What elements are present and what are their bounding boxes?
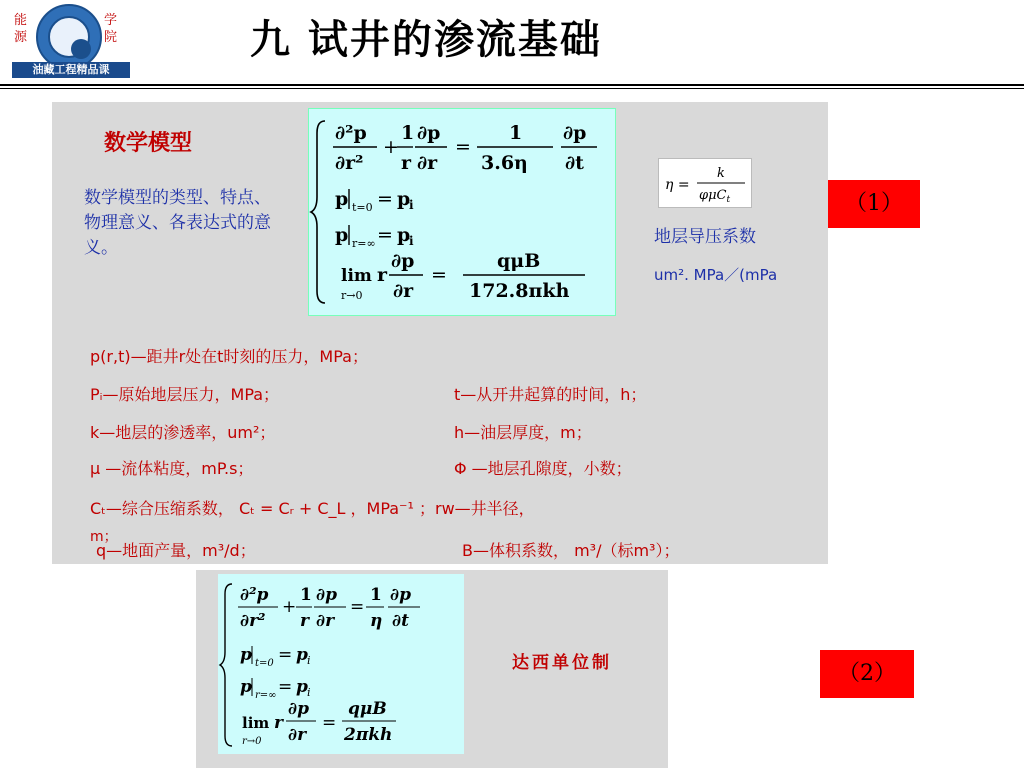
svg-text:∂p: ∂p bbox=[391, 250, 415, 272]
svg-text:∂p: ∂p bbox=[417, 122, 441, 144]
definition-compressibility: Cₜ—综合压缩系数， Cₜ = Cᵣ + C_L ，MPa⁻¹ ；rw—井半径， bbox=[90, 499, 535, 518]
svg-text:lim: lim bbox=[242, 714, 270, 732]
definition-initial-pressure: Pᵢ—原始地层压力，MPa； bbox=[90, 385, 280, 404]
svg-text:i: i bbox=[307, 686, 311, 699]
eta-formula bbox=[659, 159, 751, 207]
svg-text:1: 1 bbox=[509, 122, 523, 144]
svg-text:1: 1 bbox=[370, 585, 382, 605]
svg-text:t=0: t=0 bbox=[352, 201, 373, 214]
svg-text:∂r: ∂r bbox=[417, 152, 438, 174]
equation-system-box bbox=[308, 108, 616, 316]
svg-text:∂p: ∂p bbox=[288, 699, 309, 719]
svg-text:=: = bbox=[455, 136, 471, 158]
svg-text:lim: lim bbox=[341, 266, 372, 286]
definition-thickness: h—油层厚度，m； bbox=[454, 423, 592, 442]
header-divider bbox=[0, 84, 1024, 86]
definition-permeability: k—地层的渗透率，um²； bbox=[90, 423, 276, 442]
svg-text:φμCt: φμC$_t$ bbox=[699, 188, 731, 205]
svg-text:i: i bbox=[409, 234, 414, 248]
svg-text:p: p bbox=[335, 224, 349, 246]
diffusivity-label: 地层导压系数 bbox=[654, 227, 756, 247]
svg-text:p: p bbox=[335, 188, 349, 210]
svg-text:r→0: r→0 bbox=[341, 289, 363, 302]
course-badge: 油藏工程精品课 bbox=[12, 62, 130, 78]
svg-text:+: + bbox=[282, 597, 297, 617]
svg-text:∂p: ∂p bbox=[316, 585, 337, 605]
model-description: 数学模型的类型、特点、物理意义、各表达式的意义。 bbox=[84, 188, 271, 258]
svg-text:∂²p: ∂²p bbox=[240, 585, 269, 605]
eta-definition-box bbox=[658, 158, 752, 208]
unit-note: um². MPa／(mPa bbox=[654, 266, 778, 284]
svg-text:r→0: r→0 bbox=[242, 736, 262, 747]
svg-text:=: = bbox=[377, 224, 393, 246]
svg-text:r: r bbox=[401, 152, 412, 174]
svg-text:i: i bbox=[409, 198, 414, 212]
svg-text:∂r²: ∂r² bbox=[335, 152, 364, 174]
svg-text:qμB: qμB bbox=[497, 250, 541, 272]
darcy-units-label: 达西单位制 bbox=[512, 653, 612, 673]
logo-text-left: 能 源 bbox=[14, 13, 28, 45]
svg-text:∂r: ∂r bbox=[393, 280, 414, 302]
svg-text:p: p bbox=[240, 645, 252, 665]
svg-text:p: p bbox=[240, 677, 252, 697]
darcy-equation-system bbox=[218, 574, 464, 754]
svg-text:∂p: ∂p bbox=[563, 122, 587, 144]
svg-text:t=0: t=0 bbox=[255, 658, 274, 669]
svg-text:p: p bbox=[296, 677, 308, 697]
svg-text:∂t: ∂t bbox=[392, 611, 409, 631]
equation-label-1: （1） bbox=[828, 180, 920, 228]
equation-system bbox=[309, 109, 615, 315]
svg-text:=: = bbox=[278, 645, 293, 665]
svg-text:η =: η = bbox=[665, 177, 690, 193]
svg-text:2πkh: 2πkh bbox=[344, 725, 393, 745]
definition-unit-overflow: m； bbox=[90, 529, 118, 545]
svg-text:i: i bbox=[307, 654, 311, 667]
svg-text:1: 1 bbox=[401, 122, 415, 144]
svg-text:=: = bbox=[431, 264, 447, 286]
svg-text:∂r²: ∂r² bbox=[240, 611, 266, 631]
equation-label-2: （2） bbox=[820, 650, 914, 698]
header-divider-thin bbox=[0, 88, 1024, 89]
equation-constant: 3.6η bbox=[481, 152, 528, 174]
svg-text:∂r: ∂r bbox=[288, 725, 307, 745]
svg-text:=: = bbox=[377, 188, 393, 210]
svg-text:k: k bbox=[717, 166, 725, 181]
svg-text:172.8πkh: 172.8πkh bbox=[469, 280, 570, 302]
svg-text:r: r bbox=[300, 611, 309, 631]
svg-text:r=∞: r=∞ bbox=[255, 690, 277, 701]
svg-text:=: = bbox=[278, 677, 293, 697]
darcy-equation-box bbox=[218, 574, 464, 754]
model-title: 数学模型 bbox=[104, 131, 193, 156]
svg-text:r=∞: r=∞ bbox=[352, 237, 376, 250]
definition-porosity: Φ —地层孔隙度，小数； bbox=[454, 459, 632, 478]
svg-text:=: = bbox=[350, 597, 365, 617]
svg-text:η: η bbox=[370, 611, 383, 631]
svg-text:∂r: ∂r bbox=[316, 611, 335, 631]
definition-time: t—从开井起算的时间，h； bbox=[454, 385, 647, 404]
svg-text:p: p bbox=[296, 645, 308, 665]
definition-volume-factor: B—体积系数， m³/（标m³）； bbox=[462, 541, 680, 560]
svg-text:1: 1 bbox=[300, 585, 312, 605]
svg-text:p: p bbox=[397, 224, 411, 246]
definition-flow-rate: q—地面产量，m³/d； bbox=[96, 541, 256, 560]
logo-text-right: 学 院 bbox=[104, 13, 118, 45]
svg-text:∂²p: ∂²p bbox=[335, 122, 367, 144]
svg-text:r: r bbox=[274, 713, 283, 733]
svg-text:∂p: ∂p bbox=[390, 585, 411, 605]
svg-text:=: = bbox=[322, 713, 337, 733]
university-seal-icon bbox=[36, 4, 102, 70]
svg-text:+: + bbox=[383, 136, 399, 158]
slide-title: 九 试井的渗流基础 bbox=[250, 17, 602, 63]
svg-text:∂t: ∂t bbox=[565, 152, 584, 174]
svg-text:r: r bbox=[377, 264, 388, 286]
definition-pressure: p(r,t)—距井r处在t时刻的压力，MPa； bbox=[90, 347, 368, 366]
svg-text:qμB: qμB bbox=[348, 699, 387, 719]
svg-text:p: p bbox=[397, 188, 411, 210]
definition-viscosity: μ —流体粘度，mP.s； bbox=[90, 459, 254, 478]
